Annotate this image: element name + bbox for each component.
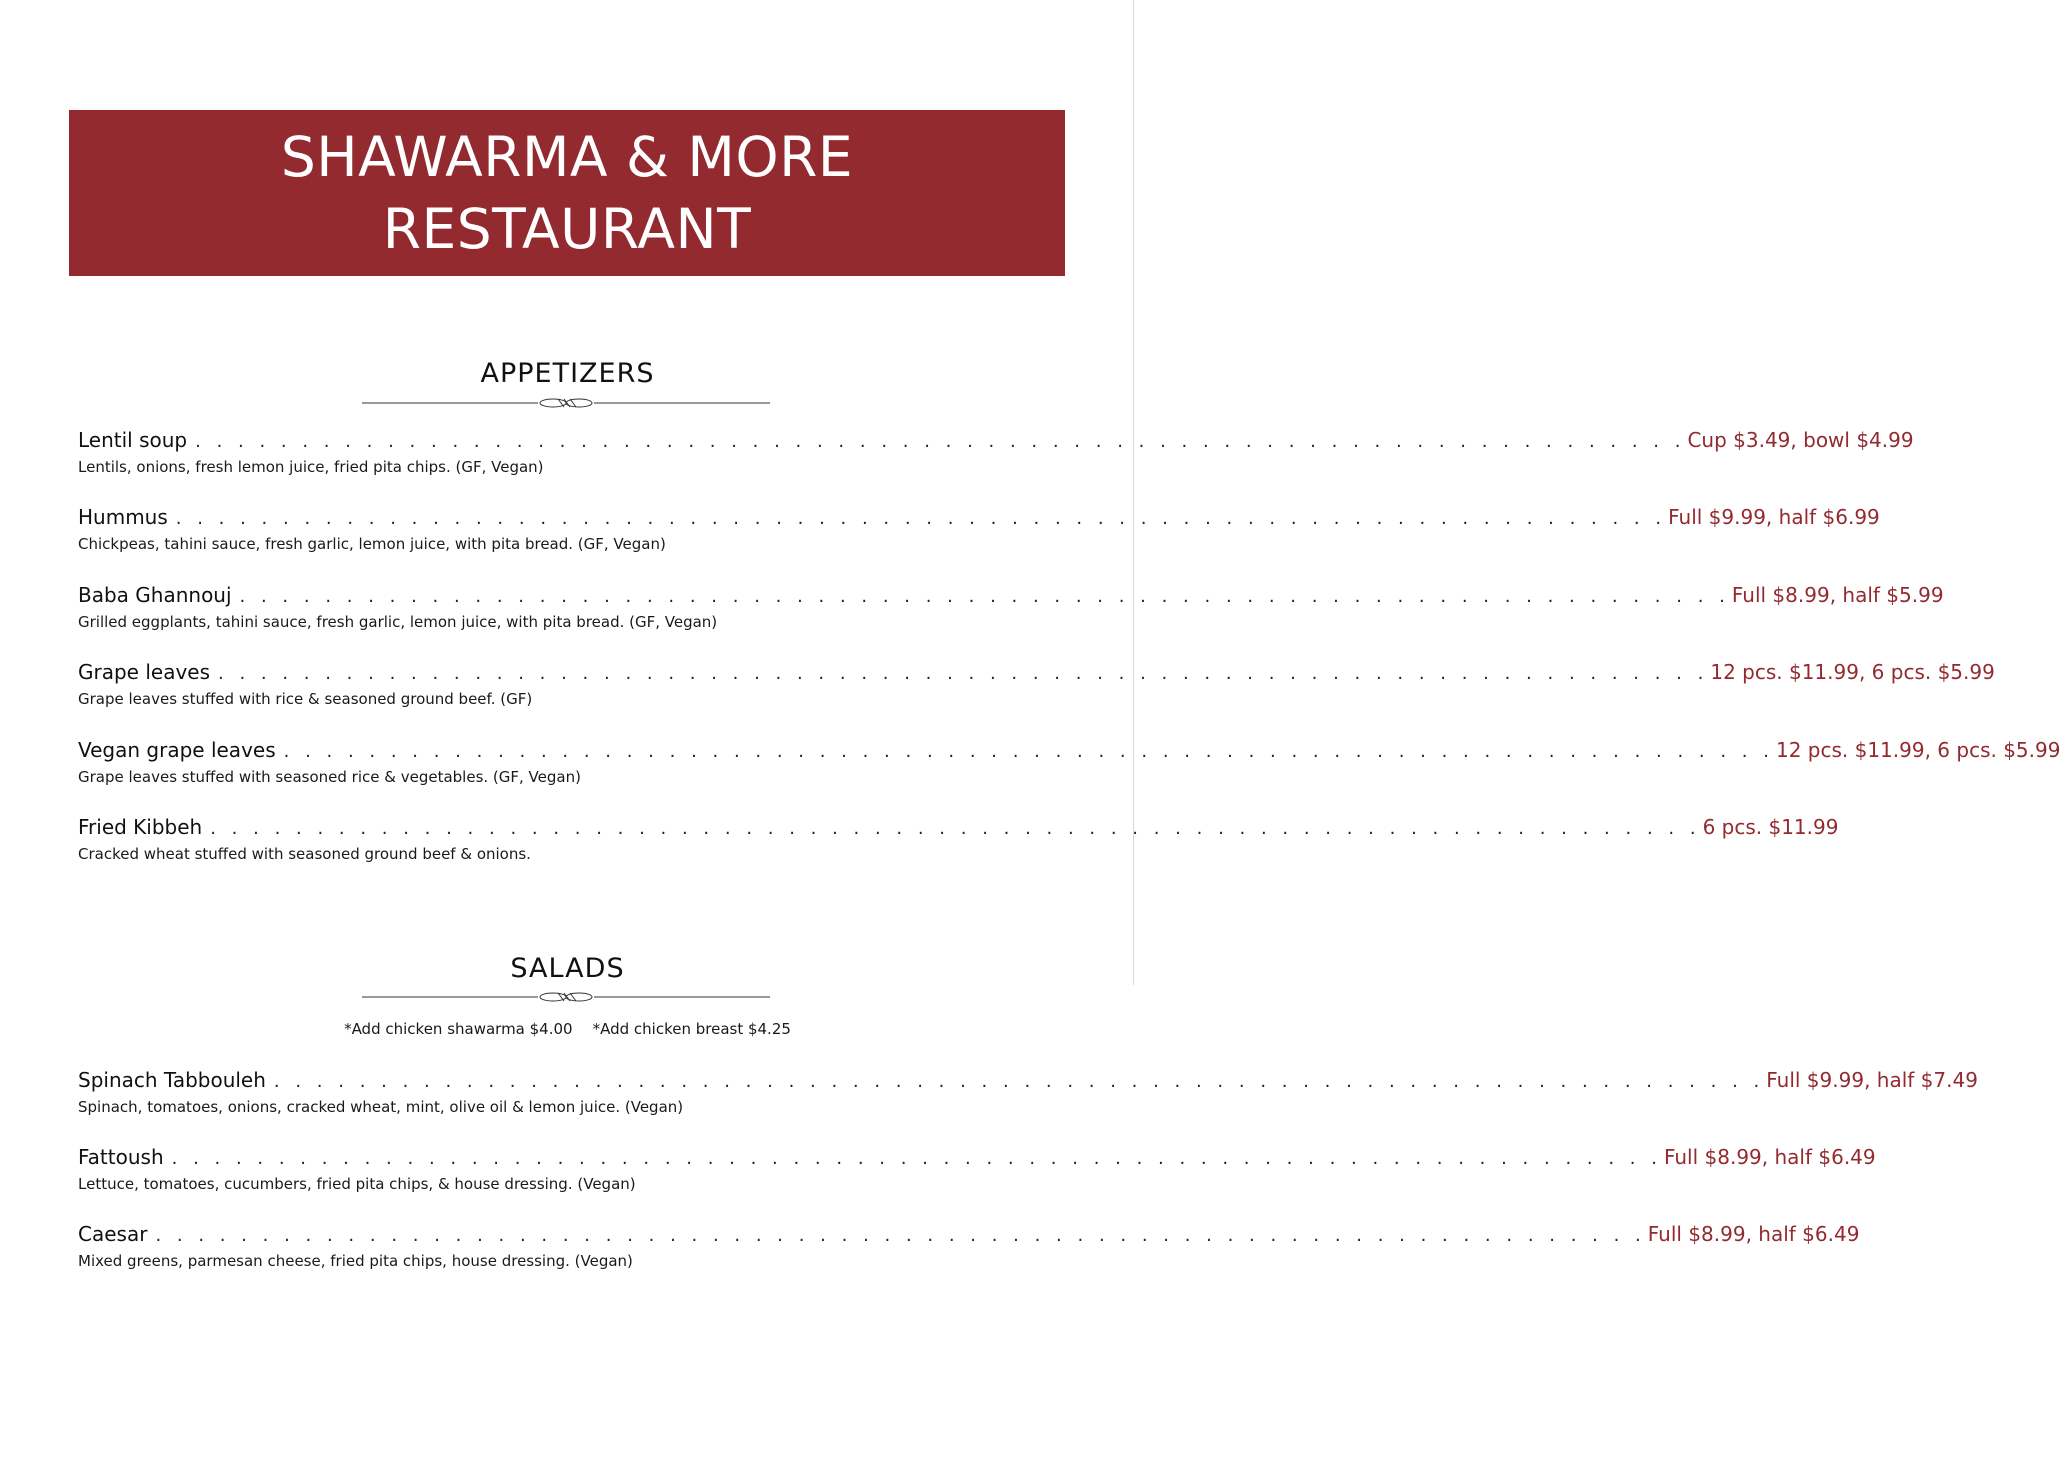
dot-leader: . . . . . . . . . . . . . . . . . . . . . . . . . . . . . . . . . . . . . . . . . . . . . . . . . . . . . . . . . . . . . . . . . . . . . . — [210, 818, 1701, 839]
item-price: Cup $3.49, bowl $4.99 — [1687, 428, 1914, 452]
item-name: Vegan grape leaves — [78, 738, 276, 762]
item-name: Caesar — [78, 1222, 148, 1246]
item-description: Spinach, tomatoes, onions, cracked wheat, mint, olive oil & lemon juice. (Vegan) — [78, 1098, 684, 1116]
menu-item-baba-ghannouj — [78, 583, 1944, 631]
item-name: Fried Kibbeh — [78, 815, 203, 839]
menu-item-caesar — [78, 1222, 1860, 1270]
menu-item-fattoush — [78, 1145, 1876, 1193]
dot-leader: . . . . . . . . . . . . . . . . . . . . . . . . . . . . . . . . . . . . . . . . . . . . . . . . . . . . . . . . . . . . . . . . . . . . . . — [283, 741, 1774, 762]
item-price: 12 pcs. $11.99, 6 pcs. $5.99 — [1775, 738, 2060, 762]
dot-leader: . . . . . . . . . . . . . . . . . . . . . . . . . . . . . . . . . . . . . . . . . . . . . . . . . . . . . . . . . . . . . . . . . . . . . . — [171, 1148, 1662, 1169]
item-price: 12 pcs. $11.99, 6 pcs. $5.99 — [1710, 660, 1995, 684]
item-price: Full $8.99, half $6.49 — [1647, 1222, 1860, 1246]
item-description: Lettuce, tomatoes, cucumbers, fried pita chips, & house dressing. (Vegan) — [78, 1175, 636, 1193]
item-price: Full $8.99, half $6.49 — [1663, 1145, 1876, 1169]
salad-addon-notes — [0, 1020, 1135, 1038]
item-name: Lentil soup — [78, 428, 188, 452]
dot-leader: . . . . . . . . . . . . . . . . . . . . . . . . . . . . . . . . . . . . . . . . . . . . . . . . . . . . . . . . . . . . . . . . . . . . . . — [239, 586, 1730, 607]
item-description: Grilled eggplants, tahini sauce, fresh garlic, lemon juice, with pita bread. (GF, Vegan) — [78, 613, 718, 631]
menu-item-fried-kibbeh — [78, 815, 1839, 863]
item-description: Lentils, onions, fresh lemon juice, fried pita chips. (GF, Vegan) — [78, 458, 544, 476]
dot-leader: . . . . . . . . . . . . . . . . . . . . . . . . . . . . . . . . . . . . . . . . . . . . . . . . . . . . . . . . . . . . . . . . . . . . . . — [273, 1071, 1765, 1092]
dot-leader: . . . . . . . . . . . . . . . . . . . . . . . . . . . . . . . . . . . . . . . . . . . . . . . . . . . . . . . . . . . . . . . . . . . . . . — [195, 431, 1686, 452]
item-price: Full $9.99, half $7.49 — [1766, 1068, 1978, 1092]
item-description: Grape leaves stuffed with seasoned rice & vegetables. (GF, Vegan) — [78, 768, 581, 786]
menu-item-hummus — [78, 505, 1880, 553]
item-description: Cracked wheat stuffed with seasoned ground beef & onions. — [78, 845, 531, 863]
dot-leader: . . . . . . . . . . . . . . . . . . . . . . . . . . . . . . . . . . . . . . . . . . . . . . . . . . . . . . . . . . . . . . . . . . . . . . — [175, 508, 1667, 529]
header-banner — [69, 110, 1065, 276]
restaurant-name-line-2: RESTAURANT — [382, 197, 752, 261]
item-price: Full $8.99, half $5.99 — [1731, 583, 1944, 607]
addon-note-chicken-breast: *Add chicken breast $4.25 — [592, 1020, 791, 1038]
section-title-salads: SALADS — [510, 953, 625, 984]
restaurant-name-line-1: SHAWARMA & MORE — [280, 125, 854, 189]
ornament-divider-icon — [362, 990, 770, 1004]
menu-item-vegan-grape-leaves — [78, 738, 2060, 786]
item-description: Chickpeas, tahini sauce, fresh garlic, lemon juice, with pita bread. (GF, Vegan) — [78, 535, 666, 553]
addon-note-shawarma: *Add chicken shawarma $4.00 — [344, 1020, 573, 1038]
item-description: Mixed greens, parmesan cheese, fried pita chips, house dressing. (Vegan) — [78, 1252, 633, 1270]
item-name: Baba Ghannouj — [78, 583, 232, 607]
menu-item-spinach-tabbouleh — [78, 1068, 1978, 1116]
item-name: Spinach Tabbouleh — [78, 1068, 266, 1092]
item-name: Fattoush — [78, 1145, 164, 1169]
dot-leader: . . . . . . . . . . . . . . . . . . . . . . . . . . . . . . . . . . . . . . . . . . . . . . . . . . . . . . . . . . . . . . . . . . . . . . — [218, 663, 1709, 684]
section-title-appetizers: APPETIZERS — [480, 358, 655, 389]
dot-leader: . . . . . . . . . . . . . . . . . . . . . . . . . . . . . . . . . . . . . . . . . . . . . . . . . . . . . . . . . . . . . . . . . . . . . . — [155, 1225, 1646, 1246]
menu-item-lentil-soup — [78, 428, 1914, 476]
ornament-divider-icon — [362, 396, 770, 410]
menu-item-grape-leaves — [78, 660, 1995, 708]
item-name: Grape leaves — [78, 660, 211, 684]
item-name: Hummus — [78, 505, 168, 529]
item-price: 6 pcs. $11.99 — [1702, 815, 1839, 839]
item-price: Full $9.99, half $6.99 — [1668, 505, 1880, 529]
item-description: Grape leaves stuffed with rice & seasoned ground beef. (GF) — [78, 690, 533, 708]
